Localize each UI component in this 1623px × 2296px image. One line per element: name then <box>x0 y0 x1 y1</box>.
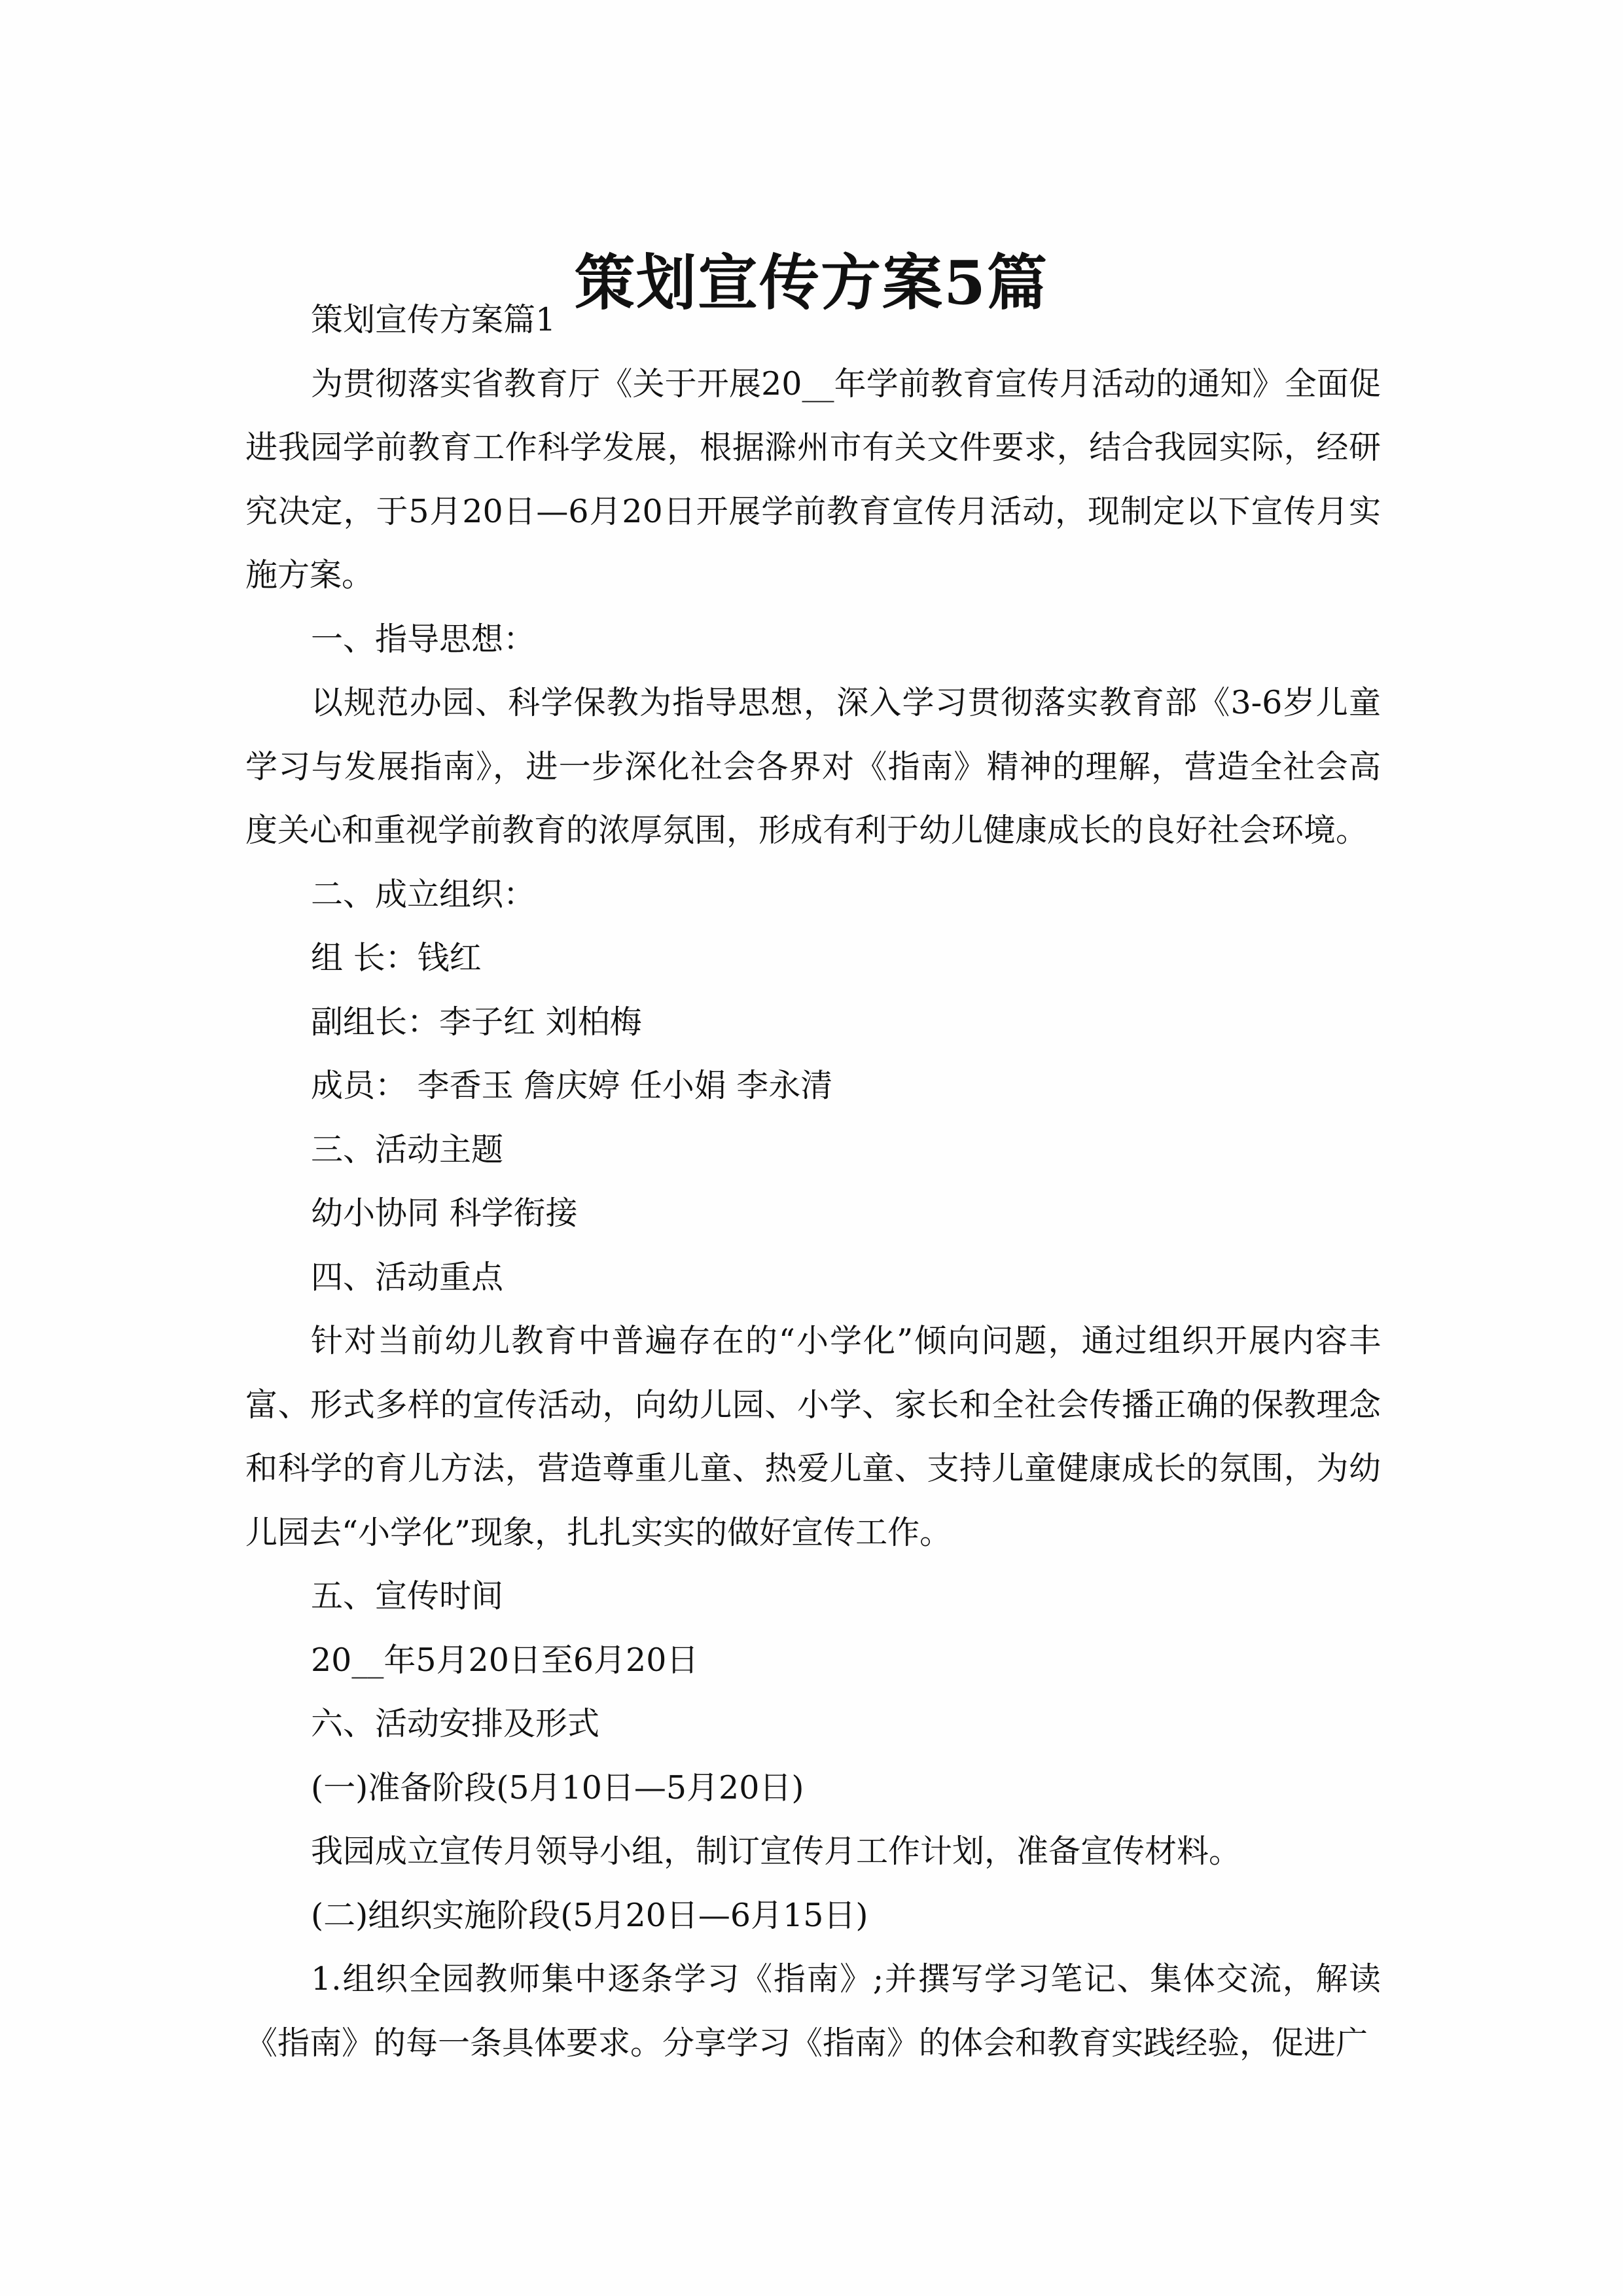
heading-activity-focus: 四、活动重点 <box>311 1258 504 1296</box>
stage-implementation-heading: (二)组织实施阶段(5月20日—6月15日) <box>311 1896 868 1934</box>
heading-publicity-time: 五、宣传时间 <box>311 1577 504 1615</box>
heading-guiding-ideology: 一、指导思想： <box>311 620 536 658</box>
implementation-item-1: 1.组织全园教师集中逐条学习《指南》;并撰写学习笔记、集体交流，解读《指南》的每一条具体要求。分享学习《指南》的体会和教育实践经验，促进广 <box>245 1960 1381 2062</box>
document-body <box>245 288 1381 2075</box>
heading-organization: 二、成立组织： <box>311 875 536 913</box>
document-title: 策划宣传方案5篇 <box>574 247 1048 318</box>
deputy-leader-line: 副组长：李子红 刘柏梅 <box>311 1003 642 1041</box>
stage-preparation-heading: (一)准备阶段(5月10日—5月20日) <box>311 1768 804 1806</box>
guiding-ideology-paragraph: 以规范办园、科学保教为指导思想，深入学习贯彻落实教育部《3-6岁儿童学习与发展指南》，进一步深化社会各界对《指南》精神的理解，营造全社会高度关心和重视学前教育的浓厚氛围，形成有利于幼儿健康成长的良好社会环境。 <box>245 684 1381 849</box>
group-leader-line: 组 长：钱红 <box>311 939 482 977</box>
intro-paragraph: 为贯彻落实省教育厅《关于开展20__年学前教育宣传月活动的通知》全面促进我园学前教育工作科学发展，根据滁州市有关文件要求，结合我园实际，经研究决定，于5月20日—6月20日开展学前教育宣传月活动，现制定以下宣传月实施方案。 <box>245 365 1381 594</box>
activity-focus-paragraph: 针对当前幼儿教育中普遍存在的“小学化”倾向问题，通过组织开展内容丰富、形式多样的宣传活动，向幼儿园、小学、家长和全社会传播正确的保教理念和科学的育儿方法，营造尊重儿童、热爱儿童、支持儿童健康成长的氛围，为幼儿园去“小学化”现象，扎扎实实的做好宣传工作。 <box>245 1322 1381 1551</box>
stage-preparation-text: 我园成立宣传月领导小组，制订宣传月工作计划，准备宣传材料。 <box>311 1833 1241 1870</box>
publicity-time-text: 20__年5月20日至6月20日 <box>311 1641 699 1679</box>
section-heading-part1: 策划宣传方案篇1 <box>311 301 556 338</box>
heading-activity-theme: 三、活动主题 <box>311 1130 504 1168</box>
heading-arrangements: 六、活动安排及形式 <box>311 1705 600 1742</box>
activity-theme-text: 幼小协同 科学衔接 <box>311 1194 578 1232</box>
members-line: 成员： 李香玉 詹庆婷 任小娟 李永清 <box>311 1067 833 1104</box>
